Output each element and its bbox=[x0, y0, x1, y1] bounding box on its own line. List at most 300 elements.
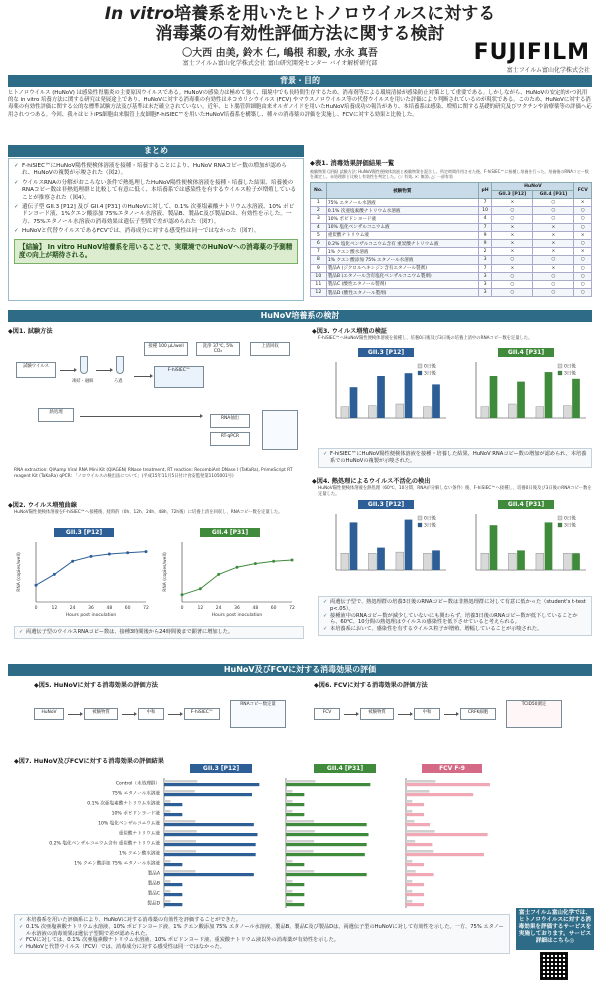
fig4-desc: HuNoV陽性便検体溶液を熱処理（60℃、10分間、RNAが分解しない条件）後、F-hiSIEC™へ接種し、培養0日後及び3日後のRNAコピー数を定量した。 bbox=[318, 486, 592, 497]
data-point bbox=[254, 562, 257, 565]
table-cell: 3 bbox=[311, 215, 327, 223]
fig2-title: ◆図2. ウイルス増殖曲線 bbox=[8, 502, 77, 509]
bar-day0 bbox=[286, 890, 292, 893]
bar-day3 bbox=[164, 903, 182, 906]
data-point bbox=[217, 573, 220, 576]
bar-day3 bbox=[490, 376, 498, 418]
table-cell: × bbox=[574, 199, 592, 207]
x-tick-label: 0 bbox=[34, 606, 38, 611]
bar-day0 bbox=[406, 830, 435, 833]
bar-day3 bbox=[490, 525, 498, 570]
table-cell: × bbox=[492, 264, 533, 272]
table-cell: × bbox=[533, 231, 574, 239]
bar-day3 bbox=[377, 548, 385, 570]
table-cell: ○ bbox=[574, 256, 592, 264]
flow-heat: 熱処理 bbox=[38, 408, 74, 422]
bar-day3 bbox=[286, 813, 304, 816]
table-cell: ○ bbox=[492, 289, 533, 297]
bar-day3 bbox=[286, 803, 304, 806]
tube-icon bbox=[80, 356, 88, 374]
arrow-icon bbox=[444, 714, 456, 715]
table-cell: ○ bbox=[574, 264, 592, 272]
bar-day3 bbox=[406, 823, 430, 826]
bar-day3 bbox=[406, 843, 432, 846]
bar-day0 bbox=[406, 800, 412, 803]
bar-day3 bbox=[286, 863, 304, 866]
legend-swatch bbox=[418, 523, 422, 527]
section-background: 背景・目的 bbox=[8, 75, 592, 87]
table-cell: × bbox=[492, 223, 533, 231]
table-cell: 1 bbox=[311, 199, 327, 207]
table-cell: 2 bbox=[311, 207, 327, 215]
table-cell: 11 bbox=[311, 280, 327, 288]
substance-cell: 10% ポビドンヨード液 bbox=[326, 215, 478, 223]
bar-day0 bbox=[536, 553, 544, 570]
flow-substance: 被験物質 bbox=[84, 708, 118, 720]
row-label: 0.1% 次亜塩素酸ナトリウム水溶液 bbox=[87, 801, 160, 807]
bar-day3 bbox=[406, 883, 424, 886]
fig4-results bbox=[318, 596, 592, 636]
fig3-chart-gii3 bbox=[318, 348, 454, 440]
table-row bbox=[311, 289, 592, 297]
data-point bbox=[236, 566, 239, 569]
affiliation: 富士フイルム富山化学株式会社 富山研究開発センター バイオ解析研究部 bbox=[182, 60, 378, 67]
table-cell: ○ bbox=[533, 280, 574, 288]
x-tick-label: 48 bbox=[106, 606, 113, 611]
poster-title bbox=[0, 4, 600, 44]
flow-collect: 上清回収 bbox=[250, 342, 290, 356]
y-axis-label: RNA (copies/well) bbox=[17, 552, 22, 592]
x-axis-label: Hours post inoculation bbox=[65, 613, 117, 618]
table-cell: × bbox=[533, 264, 574, 272]
flow-qpcr: RT-qPCR bbox=[210, 432, 250, 446]
arrow-icon bbox=[122, 714, 134, 715]
table-cell: × bbox=[492, 248, 533, 256]
bar-day0 bbox=[164, 870, 195, 873]
table-cell: ○ bbox=[574, 215, 592, 223]
flow-virus: 試験ウイルス bbox=[16, 362, 56, 378]
title-rest: 培養系を用いたヒトノロウイルスに対する bbox=[174, 4, 496, 24]
bar-day0 bbox=[164, 890, 170, 893]
fig2-result bbox=[14, 626, 304, 639]
bar-day3 bbox=[406, 833, 488, 836]
bar-day0 bbox=[164, 800, 170, 803]
bar-day0 bbox=[286, 900, 292, 903]
table-cell: 12 bbox=[311, 289, 327, 297]
x-tick-label: 48 bbox=[252, 606, 259, 611]
arrow-icon bbox=[80, 416, 200, 417]
bar-day3 bbox=[164, 853, 256, 856]
bar-day3 bbox=[164, 843, 256, 846]
bar-day3 bbox=[164, 893, 182, 896]
bar-day0 bbox=[286, 810, 292, 813]
col-substance: 被験物質 bbox=[326, 183, 478, 199]
arrow-icon bbox=[398, 714, 410, 715]
bar-day0 bbox=[508, 404, 516, 418]
x-tick-label: 60 bbox=[124, 606, 131, 611]
bar-day3 bbox=[286, 843, 367, 846]
table-cell: 6 bbox=[311, 239, 327, 247]
chart-tag: GII.3 [P12] bbox=[358, 348, 414, 357]
flow-rna: RNA抽出 bbox=[210, 414, 250, 428]
bar-day3 bbox=[406, 783, 490, 786]
table1-panel bbox=[310, 158, 592, 297]
bar-day3 bbox=[164, 793, 252, 796]
table-cell: 10 bbox=[311, 272, 327, 280]
fig6-title: ◆図6. FCVに対する消毒効果の評価方法 bbox=[314, 682, 428, 689]
col-gii3: GII.3 [P12] bbox=[492, 191, 533, 199]
fig4-chart-gii4 bbox=[458, 500, 594, 584]
summary-item: ✓ ウイルスRNAの分解がおこらない条件で熱処理したHuNoV陽性便検体溶液を接種・培養した結果、培養後のRNAコピー数は非熱処理群と比較して有意に低く、本培養系では感染性を有するウイルス粒子が増殖していることが推察された（図4）。 bbox=[14, 180, 298, 202]
x-tick-label: 72 bbox=[289, 606, 295, 611]
bar-day3 bbox=[545, 522, 553, 570]
bar-day0 bbox=[286, 840, 314, 843]
bar-day3 bbox=[517, 382, 525, 418]
x-tick-label: 72 bbox=[143, 606, 149, 611]
table-cell: 3 bbox=[478, 280, 492, 288]
flow-cell: F-hiSIEC™ bbox=[154, 366, 204, 388]
table-cell: 9 bbox=[311, 264, 327, 272]
bar-day0 bbox=[396, 552, 404, 570]
arrow-icon bbox=[60, 370, 74, 371]
table-cell: 7 bbox=[478, 223, 492, 231]
legend-swatch bbox=[418, 371, 422, 375]
row-label: 75% エタノール水溶液 bbox=[111, 791, 160, 797]
bar-day3 bbox=[405, 520, 413, 570]
bar-day0 bbox=[286, 880, 292, 883]
table-row bbox=[311, 223, 592, 231]
logo-subtitle: 富士フイルム富山化学株式会社 bbox=[506, 67, 590, 74]
fig7-title: ◆図7. HuNoV及びFCVに対する消毒効果の評価結果 bbox=[14, 758, 164, 765]
bar-day0 bbox=[164, 900, 170, 903]
legend-swatch bbox=[558, 516, 562, 520]
x-tick-label: 36 bbox=[88, 606, 94, 611]
row-label: 10% ポビドンヨード液 bbox=[111, 811, 160, 817]
flow-result: TCID50測定 bbox=[506, 700, 562, 728]
summary-item: ✓ 遺伝子型 GII.3 [P12] 及び GII.4 [P31] のHuNoVに対して、0.1% 次亜塩素酸ナトリウム水溶液、10% ポビドンヨード液、1%クエン酸添加 75%エタノール水溶液、製品B、製品C及び製品Dは、有効性を示した。一方、75%エタノール水溶液の消毒効果は遺伝子型間で差が認められた（図7）。 bbox=[14, 204, 298, 226]
bar-day3 bbox=[164, 803, 182, 806]
assay-table bbox=[310, 182, 592, 297]
bar-day3 bbox=[350, 387, 358, 418]
table-cell: ○ bbox=[492, 207, 533, 215]
row-label: 重炭酸ナトリウム液 bbox=[118, 831, 160, 837]
row-label: 製品C bbox=[147, 891, 160, 897]
fig1-flow bbox=[14, 336, 304, 466]
bar-day0 bbox=[164, 820, 195, 823]
table1-title: ◆表1. 消毒効果評価結果一覧 bbox=[310, 159, 395, 167]
bar-day0 bbox=[286, 850, 314, 853]
bar-day3 bbox=[406, 793, 473, 796]
flow-fcv: FCV bbox=[314, 708, 340, 720]
substance-cell: 1% クエン酸添加 75% エタノール水溶液 bbox=[326, 256, 478, 264]
heat-chart-gii4 bbox=[458, 500, 594, 584]
table-row bbox=[311, 256, 592, 264]
col-no: No. bbox=[311, 183, 327, 199]
table-row bbox=[311, 207, 592, 215]
substance-cell: 製品B (エタノール含有塩化ベンザルコニウム製剤) bbox=[326, 272, 478, 280]
data-point bbox=[90, 555, 93, 558]
table-cell: ○ bbox=[574, 207, 592, 215]
chart-tag: GII.3 [P12] bbox=[358, 500, 414, 509]
flow-plot-icon bbox=[262, 410, 298, 450]
legend-label: 0日後 bbox=[564, 516, 576, 522]
bar-day3 bbox=[286, 883, 304, 886]
x-tick-label: 0 bbox=[180, 606, 184, 611]
substance-cell: 製品C (酸性エタノール製剤) bbox=[326, 280, 478, 288]
bar-day3 bbox=[406, 803, 424, 806]
table-cell: 8 bbox=[311, 256, 327, 264]
bar-day0 bbox=[563, 406, 571, 418]
bar-day0 bbox=[406, 900, 412, 903]
table-row bbox=[311, 199, 592, 207]
flow-result: RNAコピー数定量 bbox=[230, 700, 286, 728]
summary-item: ✓ HuNoVと代替ウイルスであるFCVでは、消毒成分に対する感受性は同一ではなかった（図7）。 bbox=[14, 228, 298, 235]
table-cell: ○ bbox=[574, 223, 592, 231]
table-cell: × bbox=[492, 231, 533, 239]
efficacy-bar-chart bbox=[14, 764, 514, 912]
bar-chart-gii4 bbox=[458, 348, 594, 440]
table-cell: ○ bbox=[574, 239, 592, 247]
x-tick-label: 60 bbox=[270, 606, 277, 611]
bar-day0 bbox=[481, 407, 489, 418]
table-cell: 9 bbox=[478, 239, 492, 247]
bar-day3 bbox=[432, 384, 440, 418]
x-tick-label: 36 bbox=[234, 606, 240, 611]
fig4-chart-gii3 bbox=[318, 500, 454, 584]
bar-day3 bbox=[350, 522, 358, 570]
bar-day0 bbox=[536, 407, 544, 418]
fig5-title: ◆図5. HuNoVに対する消毒効果の評価方法 bbox=[34, 682, 158, 689]
row-label: 製品D bbox=[147, 901, 160, 907]
bar-day0 bbox=[164, 860, 170, 863]
fig3-chart-gii4 bbox=[458, 348, 594, 440]
bar-day3 bbox=[286, 873, 367, 876]
substance-cell: 製品D (酸性エタノール製剤) bbox=[326, 289, 478, 297]
bar-day0 bbox=[286, 830, 315, 833]
table-cell: ○ bbox=[492, 256, 533, 264]
bar-day3 bbox=[164, 883, 182, 886]
legend-label: 3日後 bbox=[564, 523, 576, 529]
bar-day0 bbox=[341, 553, 349, 570]
flow-wash: 洗浄 37℃, 5% CO₂ bbox=[196, 342, 240, 356]
table-cell: ○ bbox=[492, 272, 533, 280]
result-item: ✓ F-hiSIEC™にHuNoV陽性便検体溶液を接種・培養した結果、HuNoV RNAコピー数の増加が認められ、本培養系でのHuNoVの複製が示唆された。 bbox=[323, 451, 587, 465]
table-cell: × bbox=[533, 248, 574, 256]
flow-cell: F-hiSIEC™ bbox=[184, 708, 220, 720]
arrow-icon bbox=[344, 714, 356, 715]
bar-day3 bbox=[406, 893, 424, 896]
data-point bbox=[272, 560, 275, 563]
growth-curve-gii4 bbox=[160, 528, 300, 618]
table-row bbox=[311, 248, 592, 256]
bar-day0 bbox=[406, 790, 430, 793]
result-item: ✓ 接種液中のRNAコピー数が減少していないにも関わらず、培養3日後のRNAコピー数が低下していることから、60℃、10分間の熱処理はウイルスの感染性を低下させていると考えられる。 bbox=[323, 613, 587, 627]
table-cell: 2 bbox=[478, 248, 492, 256]
table-cell: 7 bbox=[311, 248, 327, 256]
growth-curve-gii3 bbox=[14, 528, 154, 618]
bar-day3 bbox=[377, 376, 385, 418]
fig2-chart-gii4 bbox=[160, 528, 300, 618]
background-text: ヒトノロウイルス (HuNoV) は感染性胃腸炎の主要原因ウイルスである。HuNoVの感染力は極めて強く、環境中でも長時間生存するため、消毒剤等による環境清掃が感染防止対策として重要である。しかしながら、HuNoVの安定的かつ汎用的な in vitro 培養方法に関する研究は発展途上であり、HuNoVに対する消毒薬の有効性はネコカリシウイルス (FCV) やマウスノロウイルス等の代替ウイルスを用いた評価により判断されているのが現状である。このため、HuNoVに対する消毒薬の有効性評価に関する公的な標準試験方法及び基準は未だ確立されていない。近年、ヒト腸管幹細胞由来オルガノイドを用いたHuNoV培養成功の報告があり、本培養系は感染、増殖に関する基礎的研究及びワクチンや治療薬等の評価へ応用されつつある。今回、我々はヒトiPS細胞由来腸管上皮細胞F-hiSIEC™を用いたHuNoV培養系を構築し、種々の消毒薬の評価を実施し、FCVに対する効果と比較した。 bbox=[8, 90, 592, 118]
table-cell: ○ bbox=[533, 256, 574, 264]
bar-day3 bbox=[406, 853, 484, 856]
substance-cell: 1% クエン酸水溶液 bbox=[326, 248, 478, 256]
flow-neutralize: 中和 bbox=[138, 708, 164, 720]
flow-substance: 被験物質 bbox=[360, 708, 394, 720]
chart-tag: FCV F-9 bbox=[422, 764, 482, 773]
bar-day3 bbox=[164, 813, 182, 816]
bar-day3 bbox=[164, 783, 259, 786]
chart-tag: GII.4 [P31] bbox=[314, 764, 376, 773]
legend-label: 0日後 bbox=[424, 516, 436, 522]
bar-day0 bbox=[164, 780, 197, 783]
section-evaluation: HuNoV及びFCVに対する消毒効果の評価 bbox=[8, 664, 592, 676]
bar-day0 bbox=[563, 553, 571, 570]
data-point bbox=[108, 553, 111, 556]
x-axis-label: Hours post inoculation bbox=[211, 613, 263, 618]
row-label: 0.2% 塩化ベンザルコニウム含有 重炭酸ナトリウム液 bbox=[49, 841, 160, 847]
bar-day3 bbox=[517, 550, 525, 570]
table-row bbox=[311, 239, 592, 247]
row-label: 1% クエン酸水溶液 bbox=[119, 851, 160, 857]
legend-swatch bbox=[558, 364, 562, 368]
tube-icon bbox=[116, 356, 124, 374]
chart-tag: GII.3 [P12] bbox=[54, 528, 114, 537]
result-item: ✓ FCVに対しては、0.1% 次亜塩素酸ナトリウム水溶液、10% ポビドンヨード液、重炭酸ナトリウム液以外の消毒薬が有効性を示した。 bbox=[19, 937, 505, 944]
table-cell: ○ bbox=[492, 215, 533, 223]
bar-day0 bbox=[286, 820, 314, 823]
chart-tag: GII.4 [P31] bbox=[200, 528, 260, 537]
bar-day3 bbox=[286, 783, 370, 786]
qr-code-icon[interactable] bbox=[540, 952, 568, 980]
result-item: ✓ HuNoVと代替ウイルス（FCV）では、消毒成分に対する感受性は同一ではなかった。 bbox=[19, 944, 505, 951]
table-cell: 3 bbox=[478, 289, 492, 297]
bar-day0 bbox=[286, 780, 316, 783]
table-cell: 3 bbox=[478, 256, 492, 264]
table-cell: ○ bbox=[533, 289, 574, 297]
row-label: 製品A bbox=[147, 871, 160, 877]
series-line bbox=[182, 560, 292, 595]
bar-day3 bbox=[164, 823, 254, 826]
table-cell: 7 bbox=[478, 264, 492, 272]
summary-item: ✓ F-hiSIEC™にHuNoV陽性便検体溶液を接種・培養することにより、HuNoV RNAコピー数の増加が認められ、HuNoVの複製が示唆された（図2）。 bbox=[14, 163, 298, 178]
table-cell: × bbox=[533, 223, 574, 231]
col-hunov-group: HuNoV bbox=[492, 183, 574, 191]
table-cell: ○ bbox=[533, 272, 574, 280]
bar-day0 bbox=[508, 553, 516, 570]
bar-day3 bbox=[164, 833, 258, 836]
chart-tag: GII.4 [P31] bbox=[498, 500, 554, 509]
table-row bbox=[311, 280, 592, 288]
fig3-result bbox=[318, 448, 592, 468]
fig2-chart-gii3 bbox=[14, 528, 154, 618]
fig5-flow bbox=[34, 690, 294, 750]
title-italic: In vitro bbox=[104, 4, 175, 24]
bar-day3 bbox=[405, 373, 413, 418]
data-point bbox=[126, 551, 129, 554]
fig6-flow bbox=[314, 690, 574, 750]
bar-chart-gii3 bbox=[318, 348, 454, 440]
fig7-results bbox=[14, 914, 510, 954]
bar-day0 bbox=[406, 850, 433, 853]
bar-day3 bbox=[164, 873, 254, 876]
table-cell: × bbox=[533, 239, 574, 247]
substance-cell: 0.2% 塩化ベンザルコニウム含有 重炭酸ナトリウム液 bbox=[326, 239, 478, 247]
result-item: ✓ 両遺伝子型のウイルスRNAコピー数は、接種3時間後から24時間後まで顕著に増加した。 bbox=[19, 629, 299, 636]
fig2-desc: HuNoV陽性便検体溶液をF-hiSIEC™へ接種後、経時的（0h、12h、24h、48h、72h後）に培養上清を回収し、RNAコピー数を定量した。 bbox=[14, 510, 283, 515]
table-cell: × bbox=[574, 248, 592, 256]
table-row bbox=[311, 231, 592, 239]
bar-day3 bbox=[406, 903, 424, 906]
row-label: 製品B bbox=[147, 881, 160, 887]
table-cell: × bbox=[492, 199, 533, 207]
arrow-icon bbox=[96, 370, 110, 371]
table-cell: ○ bbox=[574, 272, 592, 280]
bar-day0 bbox=[286, 800, 292, 803]
section-summary: まとめ bbox=[8, 145, 304, 157]
table-cell: × bbox=[574, 231, 592, 239]
bar-day0 bbox=[406, 880, 412, 883]
fujifilm-logo bbox=[440, 40, 590, 74]
service-promo[interactable]: 富士フイルム富山化学では、ヒトノロウイルスに対する消毒効果を評価するサービスを実施しております。サービス詳細はこちら◎ bbox=[516, 908, 594, 950]
data-point bbox=[291, 559, 294, 562]
bar-day0 bbox=[164, 850, 196, 853]
bar-day3 bbox=[164, 863, 182, 866]
bar-day0 bbox=[406, 870, 416, 873]
fig1-note: RNA extraction: QIAamp Viral RNA Mini Kit (QIAGEN) RNase treatment, RT reaction: RecombiAnt DNase I (TaKaRa), PrimeScript RT reagent Kit (TaKaRa) qPCR: 「ノロウイルスの検出法について」(平成15年11月5日付け食安監発第1105001号) bbox=[14, 468, 293, 479]
table1-note: 被験物質 (評価) 試験方法: HuNoV陽性便検体溶液と被験物質を混合し、所定時間作用させた後、F-hiSIEC™に接種し培養を行った。培養後のRNAコピー数を測定し、未処理群と比較し有効性を判定した。○: 有効, ×: 無効, △: 一部有効 bbox=[310, 169, 589, 179]
logo-wordmark: FUJIFILM bbox=[473, 40, 590, 65]
bar-day0 bbox=[286, 790, 292, 793]
bar-day0 bbox=[368, 406, 376, 418]
substance-cell: 製品A (ジクロルヘキシジン含有エタノール製剤) bbox=[326, 264, 478, 272]
bar-day3 bbox=[406, 863, 424, 866]
table-cell: 7 bbox=[478, 199, 492, 207]
substance-cell: 0.1% 次亜塩素酸ナトリウム水溶液 bbox=[326, 207, 478, 215]
legend-swatch bbox=[418, 364, 422, 368]
col-fcv: FCV bbox=[574, 183, 592, 199]
fig7-chart bbox=[14, 764, 514, 912]
arrow-icon bbox=[168, 714, 180, 715]
table-cell: ○ bbox=[492, 280, 533, 288]
flow-neutralize: 中和 bbox=[414, 708, 440, 720]
bar-day0 bbox=[164, 840, 196, 843]
flow-cell: CRFK細胞 bbox=[460, 708, 496, 720]
fig4-title: ◆図4. 熱処理によるウイルス不活化の検出 bbox=[312, 478, 431, 485]
legend-label: 3日後 bbox=[424, 371, 436, 377]
table-cell: ○ bbox=[533, 199, 574, 207]
table-cell: ○ bbox=[574, 280, 592, 288]
arrow-icon bbox=[134, 376, 150, 377]
bar-day0 bbox=[164, 790, 195, 793]
arrow-icon bbox=[68, 714, 80, 715]
legend-swatch bbox=[418, 516, 422, 520]
bar-day0 bbox=[481, 553, 489, 570]
bar-day3 bbox=[406, 873, 434, 876]
table-cell: 5 bbox=[311, 231, 327, 239]
bar-day3 bbox=[572, 379, 580, 418]
legend-swatch bbox=[558, 523, 562, 527]
row-label: 10% 塩化ベンザルコニウム液 bbox=[98, 821, 160, 827]
data-point bbox=[35, 584, 38, 587]
bar-day0 bbox=[406, 890, 412, 893]
bar-day3 bbox=[286, 833, 369, 836]
bar-day0 bbox=[164, 880, 170, 883]
table-row bbox=[311, 272, 592, 280]
chart-tag: GII.4 [P31] bbox=[498, 348, 554, 357]
y-axis-label: RNA (copies/well) bbox=[163, 552, 168, 592]
fig3-desc: F-hiSIEC™へHuNoV陽性便検体溶液を接種し、培養0日後及び3日後の培養上清中のRNAコピー数を定量した。 bbox=[318, 336, 533, 341]
